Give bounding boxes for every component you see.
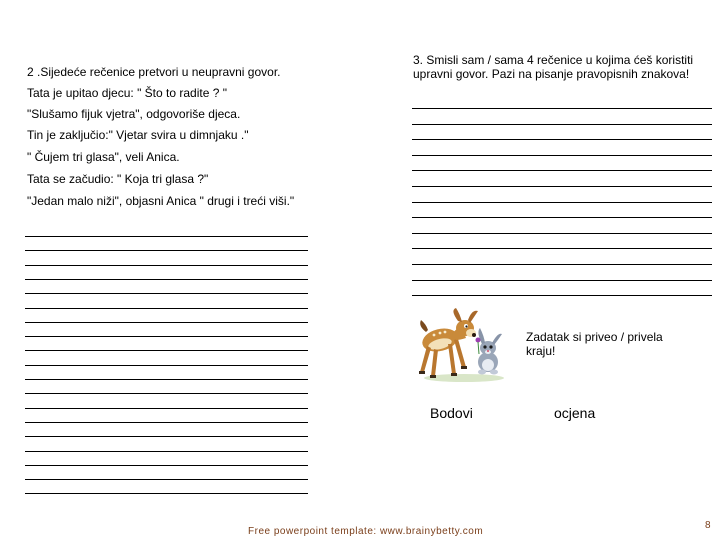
writing-line [25, 293, 308, 294]
writing-line [25, 436, 308, 437]
footer-credit: Free powerpoint template: www.brainybetty.com [248, 526, 484, 537]
writing-line [25, 322, 308, 323]
sentence-6: "Jedan malo niži", objasni Anica " drugi i treći viši." [27, 194, 295, 208]
task-done-message: Zadatak si priveo / privela kraju! [526, 330, 663, 358]
bambi-thumper-illustration [412, 306, 508, 384]
writing-line [412, 217, 712, 218]
writing-line [25, 308, 308, 309]
points-label: Bodovi [430, 405, 473, 421]
sentence-3: Tin je zaključio:" Vjetar svira u dimnjaku ." [27, 128, 249, 142]
sentence-5: Tata se začudio: " Koja tri glasa ?" [27, 172, 209, 186]
page-number: 8 [705, 520, 711, 531]
task-3-title: 3. Smisli sam / sama 4 rečenice u kojima ćeš koristiti upravni govor. Pazi na pisanje pravopisnih znakova! [413, 53, 694, 81]
writing-line [412, 264, 712, 265]
writing-line [412, 295, 712, 296]
writing-line [412, 108, 712, 109]
writing-line [25, 265, 308, 266]
task-2-title: 2 .Sijedeće rečenice pretvori u neupravni govor. [27, 65, 281, 79]
grade-label: ocjena [554, 405, 596, 421]
writing-line [25, 465, 308, 466]
writing-line [25, 250, 308, 251]
writing-line [25, 336, 308, 337]
writing-line [25, 236, 308, 237]
writing-line [412, 124, 712, 125]
writing-line [25, 279, 308, 280]
writing-line [25, 393, 308, 394]
writing-line [25, 479, 308, 480]
writing-line [412, 155, 712, 156]
sentence-4: " Čujem tri glasa", veli Anica. [27, 150, 180, 164]
writing-line [412, 186, 712, 187]
writing-line [25, 422, 308, 423]
writing-line [25, 493, 308, 494]
writing-line [412, 170, 712, 171]
writing-line [25, 365, 308, 366]
sentence-1: Tata je upitao djecu: " Što to radite ? " [27, 86, 227, 100]
writing-line [25, 408, 308, 409]
sentence-2: "Slušamo fijuk vjetra", odgovoriše djeca. [27, 107, 241, 121]
writing-line [412, 202, 712, 203]
writing-line [25, 350, 308, 351]
writing-line [412, 280, 712, 281]
writing-line [25, 379, 308, 380]
writing-line [412, 248, 712, 249]
writing-line [412, 139, 712, 140]
writing-line [412, 233, 712, 234]
writing-line [25, 451, 308, 452]
